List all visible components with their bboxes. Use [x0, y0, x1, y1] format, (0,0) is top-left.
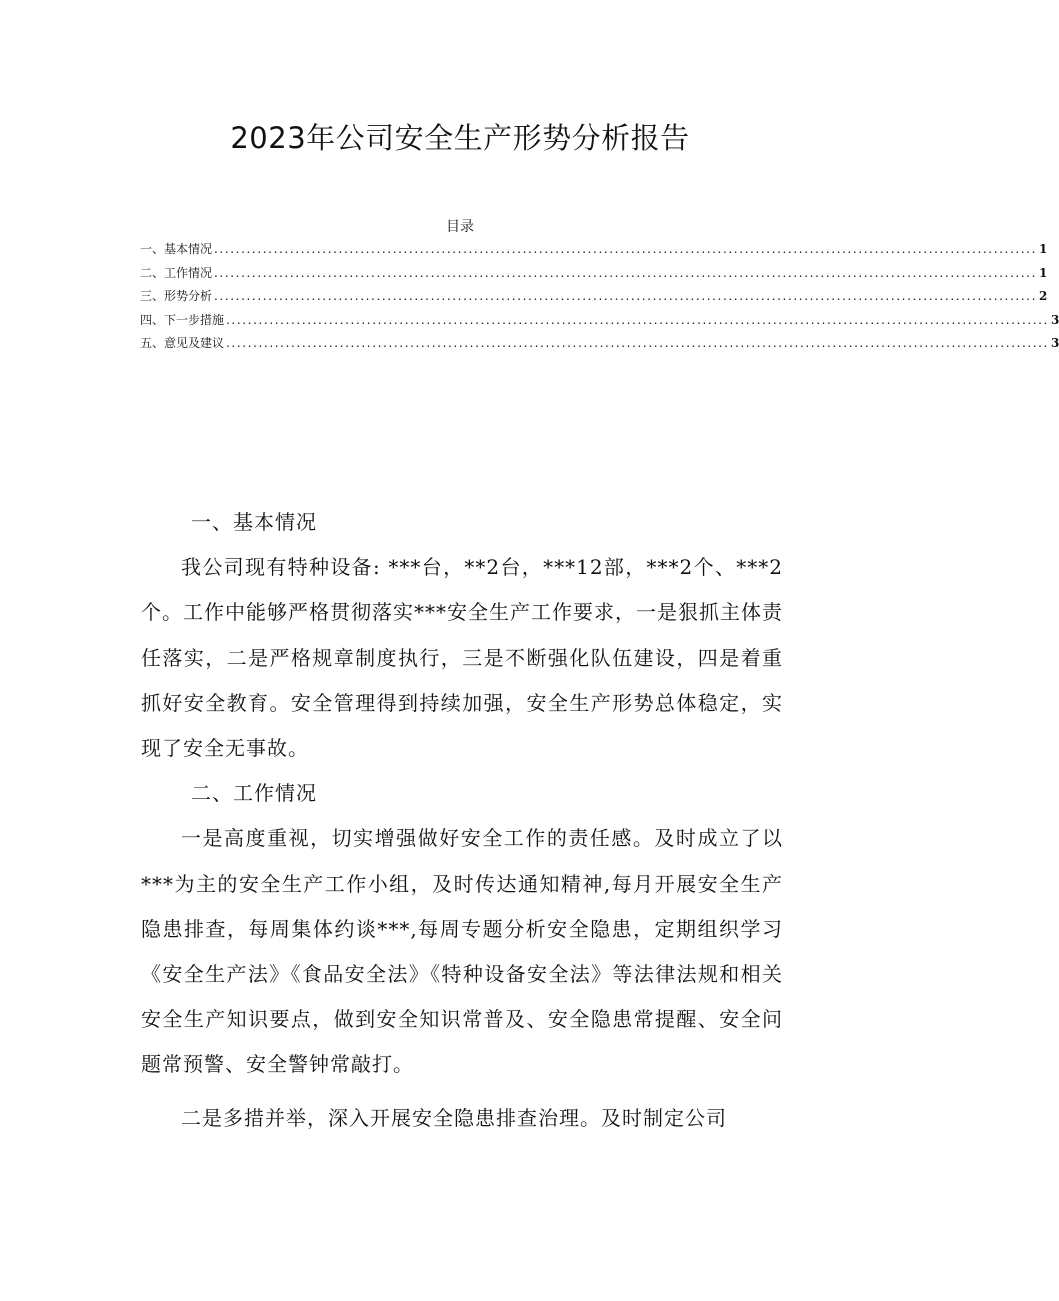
toc-leader-dots: ........................................................................................................................................................ [214, 242, 1038, 256]
toc-leader-dots: ........................................................................................................................................................ [214, 265, 1038, 280]
toc-entry-situation-analysis[interactable] [140, 287, 1048, 311]
toc-entry-page: 2 [1039, 289, 1048, 303]
toc-leader-dots: ........................................................................................................................................................ [214, 289, 1038, 303]
toc-entry-page: 1 [1039, 242, 1048, 256]
toc-entry-page: 3 [1051, 312, 1059, 327]
toc-entry-suggestions[interactable] [140, 334, 1059, 358]
paragraph-basic-situation: 我公司现有特种设备: ***台，**2台，***12部，***2个、***2个。工作中能够严格贯彻落实***安全生产工作要求，一是狠抓主体责任落实，二是严格规章制度执行，三是不断强化队伍建设，四是着重抓好安全教育。安全管理得到持续加强，安全生产形势总体稳定，实现了安全无事故。 [141, 555, 783, 761]
toc-entry-work-situation[interactable] [140, 264, 1048, 288]
toc-entry-page: 3 [1051, 336, 1059, 350]
toc-leader-dots: ........................................................................................................................................................ [226, 312, 1050, 327]
document-title: 2023年公司安全生产形势分析报告 [230, 121, 690, 155]
toc-entry-basic-situation[interactable] [140, 240, 1048, 264]
section-heading-basic-situation: 一、基本情况 [191, 510, 317, 534]
document-body [141, 500, 783, 1141]
section-heading-work-situation: 二、工作情况 [191, 781, 317, 806]
toc-entry-next-steps[interactable] [140, 311, 1059, 335]
paragraph-work-situation-2: 二是多措并举，深入开展安全隐患排查治理。及时制定公司 [181, 1105, 727, 1130]
toc-entry-label: 一、基本情况 [140, 242, 213, 256]
toc-entry-label: 四、下一步措施 [140, 312, 225, 327]
toc-entry-label: 五、意见及建议 [140, 336, 225, 350]
toc-heading: 目录 [446, 219, 474, 235]
toc-entry-label: 三、形势分析 [140, 289, 213, 303]
toc-entry-label: 二、工作情况 [140, 265, 213, 280]
toc-entry-page: 1 [1039, 265, 1048, 280]
paragraph-work-situation-1: 一是高度重视，切实增强做好安全工作的责任感。及时成立了以***为主的安全生产工作小组，及时传达通知精神,每月开展安全生产隐患排查，每周集体约谈***,每周专题分析安全隐患，定期组织学习《安全生产法》《食品安全法》《特种设备安全法》等法律法规和相关安全生产知识要点，做到安全知识常普及、安全隐患常提醒、安全问题常预警、安全警钟常敲打。 [141, 826, 783, 1077]
table-of-contents [140, 240, 1059, 358]
toc-leader-dots: ........................................................................................................................................................ [226, 336, 1050, 350]
